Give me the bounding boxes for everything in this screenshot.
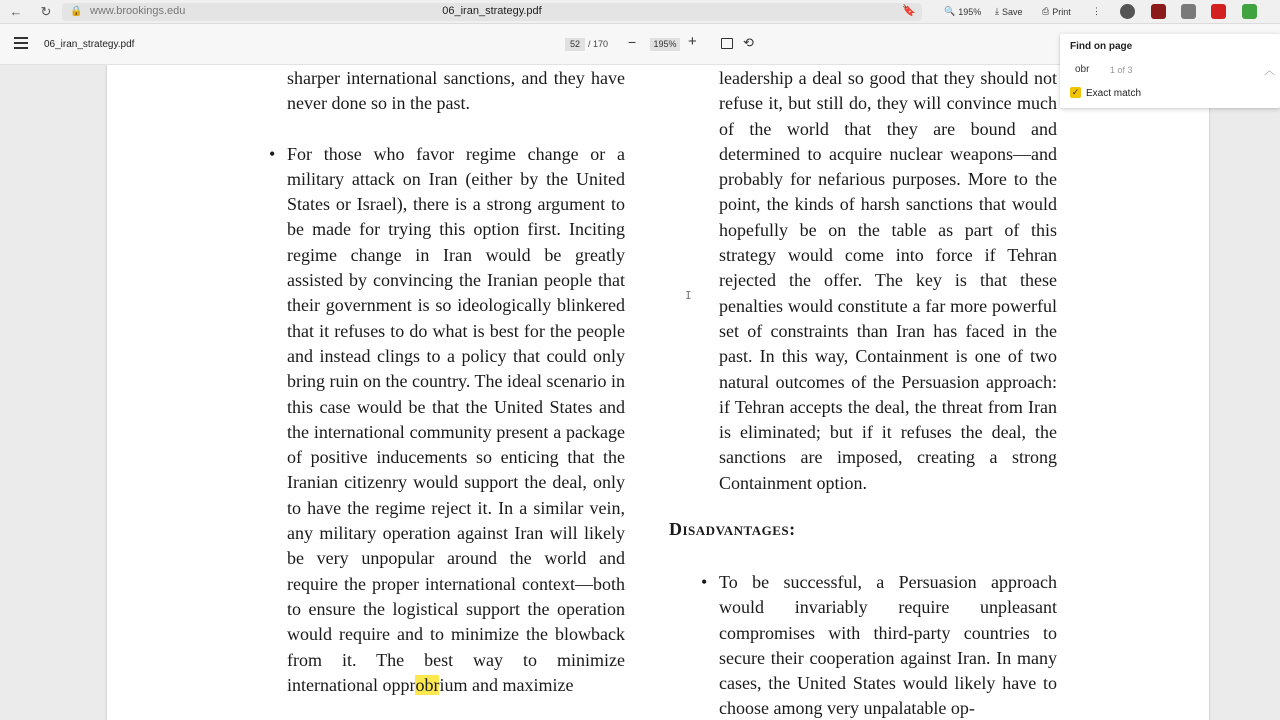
text-cursor-icon: I (685, 289, 692, 302)
chevron-up-icon[interactable]: ︿ (1264, 65, 1275, 77)
exact-match-label: Exact match (1086, 88, 1142, 99)
download-extension-icon[interactable] (1242, 4, 1257, 19)
right-bullet-column (719, 570, 1057, 720)
rotate-icon[interactable]: ⟲ (743, 35, 754, 50)
youtube-icon[interactable] (1211, 4, 1226, 19)
find-query: obr (1075, 64, 1090, 75)
right-column (719, 66, 1057, 496)
zoom-out-icon[interactable]: − (628, 34, 637, 50)
bullet-text: • To be successful, a Persuasion approach would invariably require unpleasant compromises with third-party countries to secure their cooperation against Iran. In many cases, the United States would likely have to choose among very unpalatable op- (719, 572, 1057, 719)
pdf-filename: 06_iran_strategy.pdf (44, 39, 135, 50)
extension-icon[interactable] (1181, 4, 1196, 19)
section-heading: Disadvantages: (669, 519, 796, 539)
find-title: Find on page (1070, 41, 1133, 52)
pdf-page (107, 65, 1209, 720)
download-icon: ⤓ (995, 6, 999, 16)
extension-icon[interactable] (1120, 4, 1135, 19)
bookmark-icon[interactable]: 🔖 (902, 5, 916, 17)
bullet-item (719, 570, 1057, 720)
lock-icon: 🔒 (70, 6, 83, 17)
address-bar[interactable] (62, 3, 922, 21)
menu-icon[interactable] (14, 37, 28, 49)
back-icon[interactable]: ← (9, 4, 23, 19)
paragraph: leadership a deal so good that they should not refuse it, but still do, they will convince much of the world that they are bound and determined to acquire nuclear weapons—and probably for nefarious purposes. More to the point, the kinds of harsh sanctions that would hopefully be on the table as part of this strategy would come into force if Tehran rejected the offer. The key is that these penalties would constitute a far more powerful set of constraints than Iran has faced in the past. In this way, Containment is one of two natural outcomes of the Persuasion approach: if Tehran accepts the deal, the threat from Iran is eliminated; but if it refuses the deal, the sanctions are imposed, creating a strong Containment option. (719, 68, 1057, 493)
more-icon[interactable]: ⋮ (1092, 6, 1101, 16)
print-button[interactable]: ⎙ Print (1042, 6, 1071, 17)
reload-icon[interactable]: ↻ (40, 4, 52, 19)
bullet-text: For those who favor regime change or a military attack on Iran (either by the United States or Israel), there is a strong argument to be made for trying this option first. Inciting regime change in Iran would be greatly assisted by convincing the Iranian people that their government is so ideologically blinkered that it refuses to do what is best for the people and instead clings to a policy that could only bring ruin on the country. The ideal scenario in this case would be that the United States and the international community present a package of positive inducements so enticing that the Iranian citizenry would support the deal, only to have the regime reject it. In a similar vein, any military operation against Iran will likely be very unpopular around the world and require the proper international context—both to ensure the logistical support the operation would require and to minimize the blowback from it. The best way to minimize international oppr (287, 143, 625, 695)
tab-title: 06_iran_strategy.pdf (442, 5, 542, 17)
search-highlight: obr (415, 674, 440, 695)
paragraph: sharper international sanctions, and they have never done so in the past. (287, 68, 625, 114)
zoom-icon: 🔍 (944, 6, 956, 16)
bullet-text-continued: ium and maximize (439, 674, 574, 695)
document-viewport[interactable] (0, 65, 1280, 720)
zoom-indicator[interactable]: 🔍 195% (944, 6, 982, 17)
zoom-in-icon[interactable]: + (688, 33, 697, 50)
bullet-item (287, 142, 625, 699)
url-text: www.brookings.edu (90, 5, 186, 17)
find-panel (1060, 34, 1280, 108)
save-button[interactable]: ⤓ Save (995, 6, 1023, 17)
fit-page-icon[interactable] (721, 38, 733, 49)
page-total: / 170 (588, 39, 609, 49)
browser-toolbar (0, 0, 1280, 24)
exact-match-checkbox[interactable]: ✓ (1071, 87, 1080, 97)
page-number-input[interactable]: 52 (565, 38, 585, 51)
find-input[interactable] (1068, 61, 1280, 79)
left-column (287, 66, 625, 698)
find-count: 1 of 3 (1110, 65, 1133, 75)
printer-icon: ⎙ (1042, 6, 1050, 16)
ublock-icon[interactable] (1151, 4, 1166, 19)
zoom-input[interactable]: 195% (650, 38, 680, 51)
